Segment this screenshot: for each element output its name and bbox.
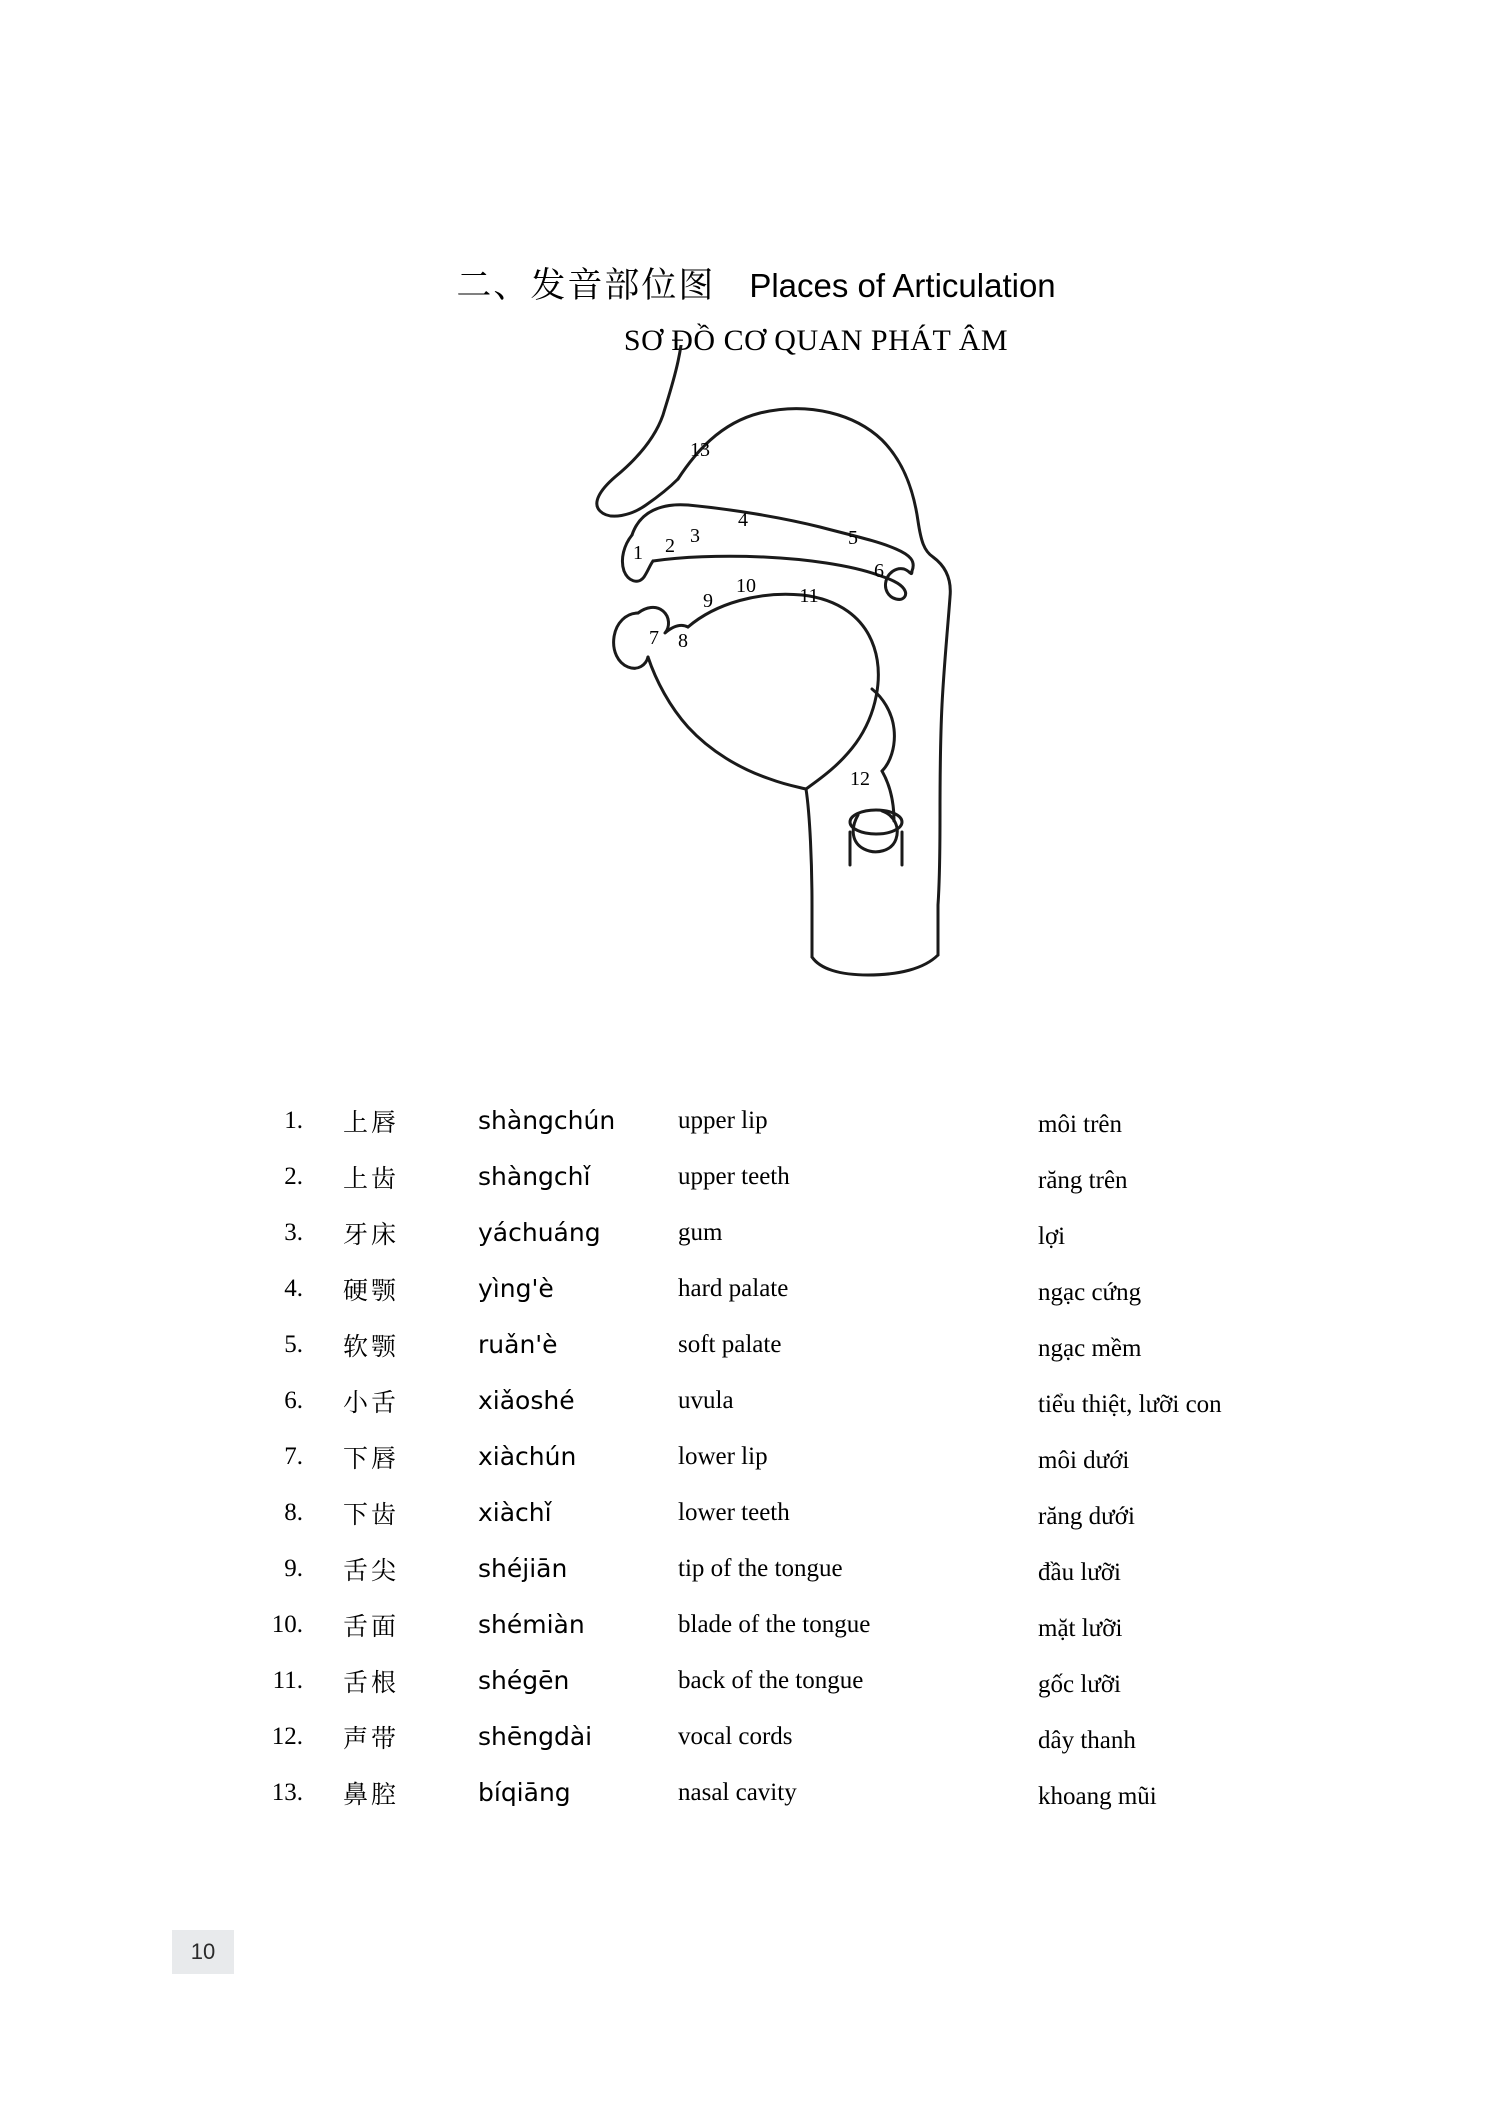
diagram-callout-numbers [633, 439, 884, 790]
callout-number: 4 [738, 509, 748, 531]
row-vietnamese-text: dây thanh [1038, 1727, 1136, 1754]
row-vietnamese [1028, 1276, 1345, 1332]
row-index: 4. [284, 1275, 303, 1302]
row-hanzi [311, 1220, 478, 1276]
page-number-text: 10 [190, 1939, 216, 1964]
row-hanzi [311, 1780, 478, 1836]
row-vietnamese [1028, 1612, 1345, 1668]
row-english: lower lip [678, 1443, 768, 1470]
callout-number: 11 [799, 585, 819, 607]
row-index: 7. [284, 1443, 303, 1470]
row-hanzi [311, 1668, 478, 1724]
row-vietnamese-text: đầu lưỡi [1038, 1559, 1122, 1586]
row-index: 1. [284, 1107, 303, 1134]
row-hanzi-text: 舌根 [343, 1668, 400, 1697]
callout-number: 3 [690, 525, 700, 547]
row-pinyin: shémiàn [478, 1610, 585, 1639]
row-vietnamese [1028, 1556, 1345, 1612]
row-hanzi [311, 1276, 478, 1332]
row-index: 6. [284, 1387, 303, 1414]
row-english: lower teeth [678, 1499, 790, 1526]
row-vietnamese-text: mặt lưỡi [1038, 1615, 1123, 1642]
row-hanzi [311, 1108, 478, 1164]
row-vietnamese-text: khoang mũi [1038, 1783, 1157, 1810]
row-vietnamese-text: tiểu thiệt, lưỡi con [1038, 1391, 1222, 1418]
row-hanzi-text: 上齿 [343, 1164, 400, 1193]
callout-number: 7 [649, 627, 659, 649]
row-english: hard palate [678, 1275, 789, 1302]
row-index: 13. [271, 1779, 303, 1806]
row-vietnamese-text: ngạc mềm [1038, 1335, 1142, 1362]
title-vietnamese: SƠ ĐỒ CƠ QUAN PHÁT ÂM [623, 324, 1009, 357]
row-english: tip of the tongue [678, 1555, 843, 1582]
row-vietnamese [1028, 1108, 1345, 1164]
row-hanzi [311, 1164, 478, 1220]
table-row [255, 1108, 1345, 1164]
row-english: blade of the tongue [678, 1611, 871, 1638]
row-pinyin: shàngchún [478, 1106, 616, 1135]
table-row [255, 1444, 1345, 1500]
row-vietnamese-text: răng trên [1038, 1167, 1128, 1194]
row-english: uvula [678, 1387, 734, 1414]
page-number [172, 1930, 234, 1974]
table-row [255, 1276, 1345, 1332]
row-english: upper lip [678, 1107, 768, 1134]
row-vietnamese [1028, 1220, 1345, 1276]
row-pinyin: shēngdài [478, 1722, 593, 1751]
row-pinyin: xiàchǐ [478, 1498, 552, 1527]
row-hanzi [311, 1612, 478, 1668]
row-hanzi [311, 1724, 478, 1780]
title-english: Places of Articulation [749, 267, 1056, 304]
row-pinyin: ruǎn'è [478, 1330, 558, 1359]
row-index: 3. [284, 1219, 303, 1246]
row-index: 2. [284, 1163, 303, 1190]
row-english: back of the tongue [678, 1667, 864, 1694]
row-index: 11. [272, 1667, 303, 1694]
table-row [255, 1220, 1345, 1276]
callout-number: 1 [633, 542, 643, 564]
row-hanzi [311, 1556, 478, 1612]
table-row [255, 1612, 1345, 1668]
row-vietnamese [1028, 1444, 1345, 1500]
callout-number: 10 [736, 575, 756, 597]
row-vietnamese [1028, 1668, 1345, 1724]
callout-number: 5 [848, 527, 858, 549]
row-english: vocal cords [678, 1723, 793, 1750]
row-hanzi-text: 小舌 [343, 1388, 400, 1417]
callout-number: 13 [690, 439, 710, 461]
row-vietnamese-text: răng dưới [1038, 1503, 1135, 1530]
row-vietnamese-text: môi dưới [1038, 1447, 1130, 1474]
row-hanzi [311, 1388, 478, 1444]
row-vietnamese-text: môi trên [1038, 1111, 1123, 1138]
table-row [255, 1668, 1345, 1724]
row-english: soft palate [678, 1331, 782, 1358]
row-pinyin: shégēn [478, 1666, 570, 1695]
table-row [255, 1500, 1345, 1556]
row-index: 12. [271, 1723, 303, 1750]
callout-number: 8 [678, 630, 688, 652]
table-row [255, 1164, 1345, 1220]
callout-number: 2 [665, 535, 675, 557]
row-vietnamese-text: lợi [1038, 1223, 1066, 1250]
row-index: 10. [271, 1611, 303, 1638]
row-english: nasal cavity [678, 1779, 797, 1806]
row-hanzi-text: 下唇 [343, 1444, 400, 1473]
row-vietnamese-text: ngạc cứng [1038, 1279, 1142, 1306]
row-hanzi-text: 牙床 [343, 1220, 400, 1249]
row-hanzi-text: 声带 [343, 1724, 400, 1753]
row-vietnamese [1028, 1164, 1345, 1220]
row-hanzi-text: 上唇 [343, 1108, 400, 1137]
row-hanzi-text: 硬颚 [343, 1276, 400, 1305]
callout-number: 9 [703, 590, 713, 612]
row-vietnamese [1028, 1332, 1345, 1388]
row-index: 9. [284, 1555, 303, 1582]
row-hanzi-text: 软颚 [343, 1332, 400, 1361]
page-title [0, 258, 1512, 358]
row-hanzi-text: 下齿 [343, 1500, 400, 1529]
callout-number: 6 [874, 560, 884, 582]
table-row [255, 1724, 1345, 1780]
row-hanzi-text: 鼻腔 [343, 1780, 400, 1809]
table-row [255, 1388, 1345, 1444]
row-pinyin: shéjiān [478, 1554, 568, 1583]
row-vietnamese [1028, 1780, 1345, 1836]
vocal-tract-diagram [520, 345, 1020, 1045]
row-index: 8. [284, 1499, 303, 1526]
row-hanzi [311, 1332, 478, 1388]
title-chinese: 二、发音部位图 [456, 266, 716, 306]
title-line-primary [0, 258, 1512, 308]
row-pinyin: xiàchún [478, 1442, 577, 1471]
row-pinyin: yìng'è [478, 1274, 554, 1303]
row-vietnamese-text: gốc lưỡi [1038, 1671, 1122, 1698]
terms-table [255, 1108, 1345, 1836]
table-row [255, 1780, 1345, 1836]
row-pinyin: shàngchǐ [478, 1162, 591, 1191]
row-english: upper teeth [678, 1163, 790, 1190]
callout-number: 12 [850, 768, 870, 790]
row-vietnamese [1028, 1500, 1345, 1556]
row-hanzi-text: 舌尖 [343, 1556, 400, 1585]
row-vietnamese [1028, 1388, 1345, 1444]
row-index: 5. [284, 1331, 303, 1358]
row-pinyin: yáchuáng [478, 1218, 601, 1247]
row-pinyin: bíqiāng [478, 1778, 571, 1807]
row-vietnamese [1028, 1724, 1345, 1780]
row-hanzi [311, 1444, 478, 1500]
table-row [255, 1556, 1345, 1612]
row-pinyin: xiǎoshé [478, 1386, 575, 1415]
row-hanzi [311, 1500, 478, 1556]
table-row [255, 1332, 1345, 1388]
row-english: gum [678, 1219, 723, 1246]
row-hanzi-text: 舌面 [343, 1612, 400, 1641]
